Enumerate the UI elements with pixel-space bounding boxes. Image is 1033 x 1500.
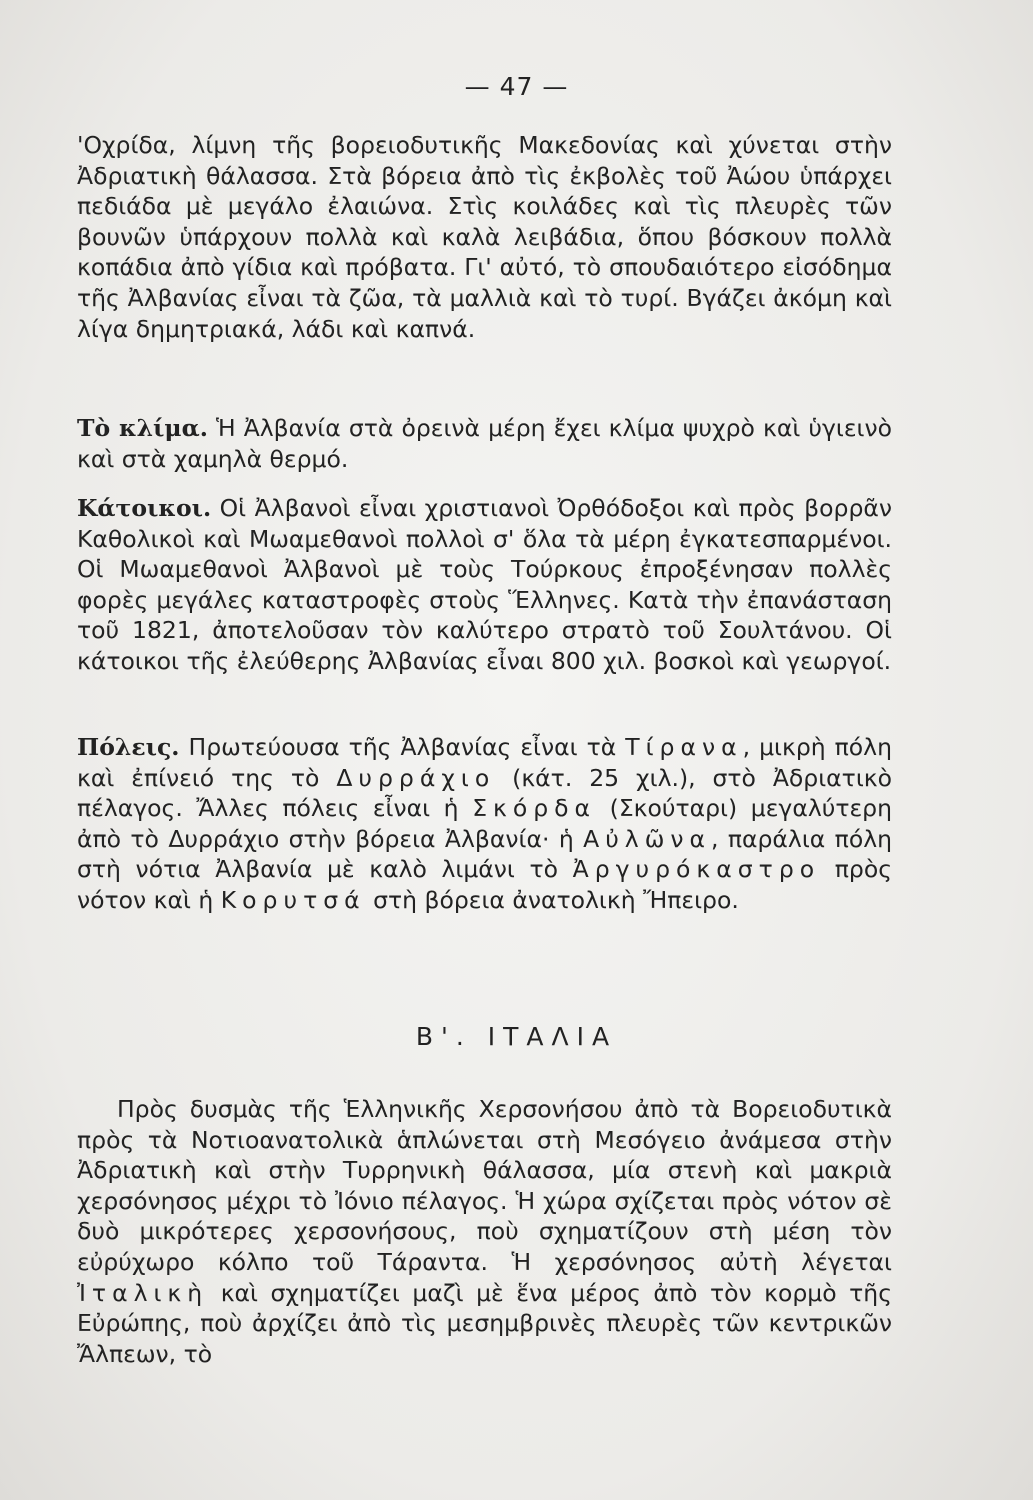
city-shkoder: Σκόρδα <box>472 794 597 823</box>
paragraph-climate <box>77 413 892 474</box>
city-tirana: Τίρανα <box>625 733 743 761</box>
cities-text: (Σκούταρι) μεγαλύτερη ἀπὸ τὸ Δυρράχιο στὴν βόρεια Ἀλβανία· ἡ <box>77 794 892 853</box>
city-korce: Κορυτσά <box>220 885 366 914</box>
inhabitants-text: Οἱ Ἀλβανοὶ εἶναι χριστιανοὶ Ὀρθόδοξοι καὶ πρὸς βορρᾶν Καθολικοὶ καὶ Μωαμεθανοὶ πολλοὶ σ' ὅλα τὰ μέρη ἐγκατεσπαρμένοι. Οἱ Μωαμεθανοὶ Ἀλβανοὶ μὲ τοὺς Τούρκους ἐπροξένησαν πολλὲς φορὲς μεγάλες καταστροφὲς στοὺς Ἕλληνες. Κατὰ τὴν ἐπανάσταση τοῦ 1821, ἀποτελοῦσαν τὸν καλύτερο στρατὸ τοῦ Σουλτάνου. Οἱ κάτοικοι τῆς ἐλεύθερης Ἀλβανίας εἶναι 800 χιλ. βοσκοὶ καὶ γεωργοί. <box>77 494 892 675</box>
paragraph-text: 'Οχρίδα, λίμνη τῆς βορειοδυτικῆς Μακεδονίας καὶ χύνεται στὴν Ἀδριατικὴ θάλασσα. Στὰ βόρεια ἀπὸ τὶς ἐκβολὲς τοῦ Ἀώου ὑπάρχει πεδιάδα μὲ μεγάλο ἐλαιώνα. Στὶς κοιλάδες καὶ τὶς πλευρὲς τῶν βουνῶν ὑπάρχουν πολλὰ καὶ καλὰ λειβάδια, ὅπου βόσκουν πολλὰ κοπάδια ἀπὸ γίδια καὶ πρόβατα. Γι' αὐτό, τὸ σπουδαιότερο εἰσόδημα τῆς Ἀλβανίας εἶναι τὰ ζῶα, τὰ μαλλιὰ καὶ τὸ τυρί. Βγάζει ἀκόμη καὶ λίγα δημητριακά, λάδι καὶ καπνά. <box>77 131 892 343</box>
paragraph-albania-economy <box>77 130 892 344</box>
city-durres: Δυρράχιο <box>336 763 496 792</box>
italy-text: καὶ σχηματίζει μαζὶ μὲ ἕνα μέρος ἀπὸ τὸν κορμὸ τῆς Εὐρώπης, ποὺ ἀρχίζει ἀπὸ τὶς μεσημβρινὲς πλευρὲς τῶν κεντρικῶν Ἄλπεων, τὸ <box>77 1278 892 1368</box>
cities-heading: Πόλεις. <box>77 733 180 761</box>
paragraph-italy-intro <box>77 1094 892 1369</box>
paragraph-inhabitants <box>77 493 892 677</box>
climate-heading: Τὸ κλίμα. <box>77 414 208 442</box>
city-gjirokaster: Ἀργυρόκαστρο <box>572 855 821 884</box>
term-italiki: Ἰταλικὴ <box>77 1278 209 1307</box>
cities-text: , μικρὴ πόλη καὶ ἐπίνειό της τὸ <box>77 733 892 792</box>
italy-text: Πρὸς δυσμὰς τῆς Ἑλληνικῆς Χερσονήσου ἀπὸ τὰ Βορειοδυτικὰ πρὸς τὰ Νοτιοανατολικὰ ἁπλώνεται στὴ Μεσόγειο ἀνάμεσα στὴν Ἀδριατικὴ καὶ στὴν Τυρρηνικὴ θάλασσα, μία στενὴ καὶ μακριὰ χερσόνησος μέχρι τὸ Ἰόνιο πέλαγος. Ἡ χώρα σχίζεται πρὸς νότον σὲ δυὸ μικρότερες χερσονήσους, ποὺ σχηματίζουν στὴ μέση τὸν εὐρύχωρο κόλπο τοῦ Τάραντα. Ἡ χερσόνησος αὐτὴ λέγεται <box>77 1095 892 1276</box>
cities-text: , παράλια πόλη στὴ νότια Ἀλβανία μὲ καλὸ λιμάνι τὸ <box>77 824 892 884</box>
page-number: — 47 — <box>464 72 569 101</box>
city-vlore: Αὐλῶνα <box>583 824 712 853</box>
cities-text: Πρωτεύουσα τῆς Ἀλβανίας εἶναι τὰ <box>179 733 626 761</box>
climate-text: Ἡ Ἀλβανία στὰ ὀρεινὰ μέρη ἔχει κλίμα ψυχρὸ καὶ ὑγιεινὸ καὶ στὰ χαμηλὰ θερμό. <box>77 414 892 473</box>
inhabitants-heading: Κάτοικοι. <box>77 494 212 522</box>
cities-text: στὴ βόρεια ἀνατολικὴ Ἤπειρο. <box>365 885 739 914</box>
section-heading-italy: Β'. ΙΤΑΛΙΑ <box>415 1022 618 1051</box>
cities-text: (κάτ. 25 χιλ.), στὸ Ἀδριατικὸ πέλαγος. Ἄλλες πόλεις εἶναι ἡ <box>77 763 892 823</box>
cities-text: πρὸς νότον καὶ ἡ <box>77 855 892 914</box>
paragraph-cities <box>77 732 892 916</box>
